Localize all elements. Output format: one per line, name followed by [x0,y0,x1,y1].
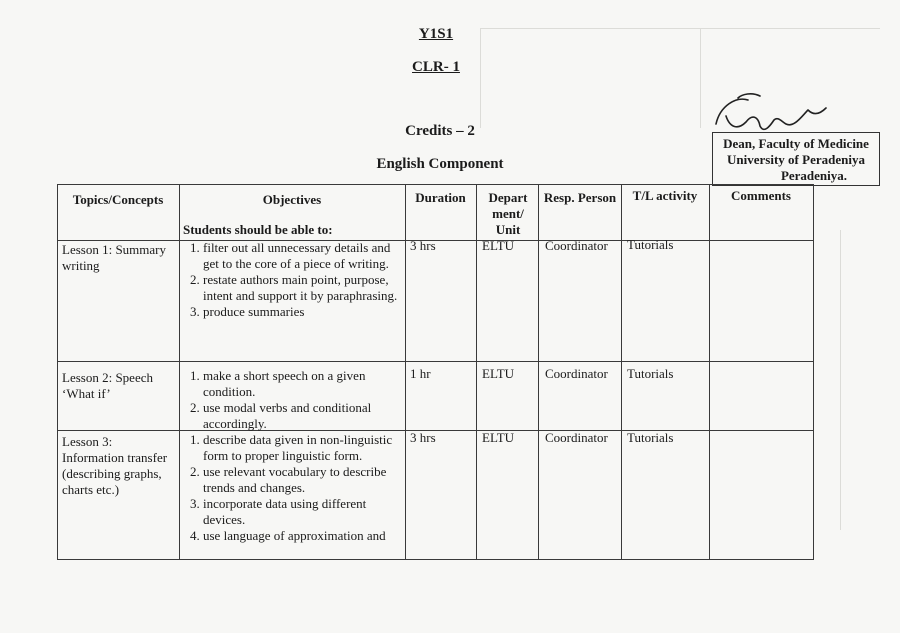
stamp-line-2: University of Peradeniya [727,152,865,167]
dean-stamp [712,132,880,186]
row-2-topic: Lesson 2: Speech ‘What if’ [62,370,153,401]
stamp-line-3: Peradeniya. [780,168,848,183]
document-clr: CLR- 1 [412,59,460,75]
row-3-activity: Tutorials [627,430,674,445]
row-1-objectives [187,240,403,320]
row-2-department: ELTU [482,366,515,381]
row-3-objective-4: 4. use language of approximation and [190,528,386,543]
row-1-objective-1: 1. filter out all unnecessary details and get to the core of a piece of writing. [190,240,391,271]
row-3-topic: Lesson 3: Information transfer (describing graphs, charts etc.) [62,434,168,497]
document-component-title: English Component [376,156,504,172]
header-comments: Comments [731,188,791,203]
row-1-objective-2: 2. restate authors main point, purpose, intent and support it by paraphrasing. [190,272,398,303]
row-2-objectives [187,368,403,432]
document-credits: Credits – 2 [405,123,475,139]
row-3-objective-3: 3. incorporate data using different devices. [190,496,367,527]
row-2-person: Coordinator [545,366,608,381]
header-topics: Topics/Concepts [72,192,164,207]
header-objectives: Objectives [262,192,322,207]
row-1-activity: Tutorials [627,237,674,252]
row-3-objective-2: 2. use relevant vocabulary to describe trends and changes. [190,464,387,495]
header-responsible-person: Resp. Person [543,190,617,205]
row-3-duration: 3 hrs [410,430,436,445]
row-2-objective-2: 2. use modal verbs and conditional accordingly. [190,400,372,431]
row-1-topic: Lesson 1: Summary writing [62,242,166,273]
curriculum-table [57,184,814,560]
row-3-objective-1: 1. describe data given in non-linguistic form to proper linguistic form. [190,432,393,463]
stamp-line-1: Dean, Faculty of Medicine [723,136,869,151]
row-1-person: Coordinator [545,238,608,253]
document-code: Y1S1 [418,26,454,42]
header-objectives-subtitle: Students should be able to: [183,222,333,237]
header-duration: Duration [415,190,466,205]
row-1-department: ELTU [482,238,515,253]
row-3-department: ELTU [482,430,515,445]
row-2-objective-1: 1. make a short speech on a given condition. [190,368,366,399]
row-1-objective-3: 3. produce summaries [190,304,305,319]
header-department: Depart ment/ Unit [488,190,528,237]
row-3-person: Coordinator [545,430,608,445]
row-1-duration: 3 hrs [410,238,436,253]
row-2-duration: 1 hr [410,366,431,381]
row-3-objectives [187,432,403,544]
header-tl-activity: T/L activity [632,188,698,203]
row-2-activity: Tutorials [627,366,674,381]
